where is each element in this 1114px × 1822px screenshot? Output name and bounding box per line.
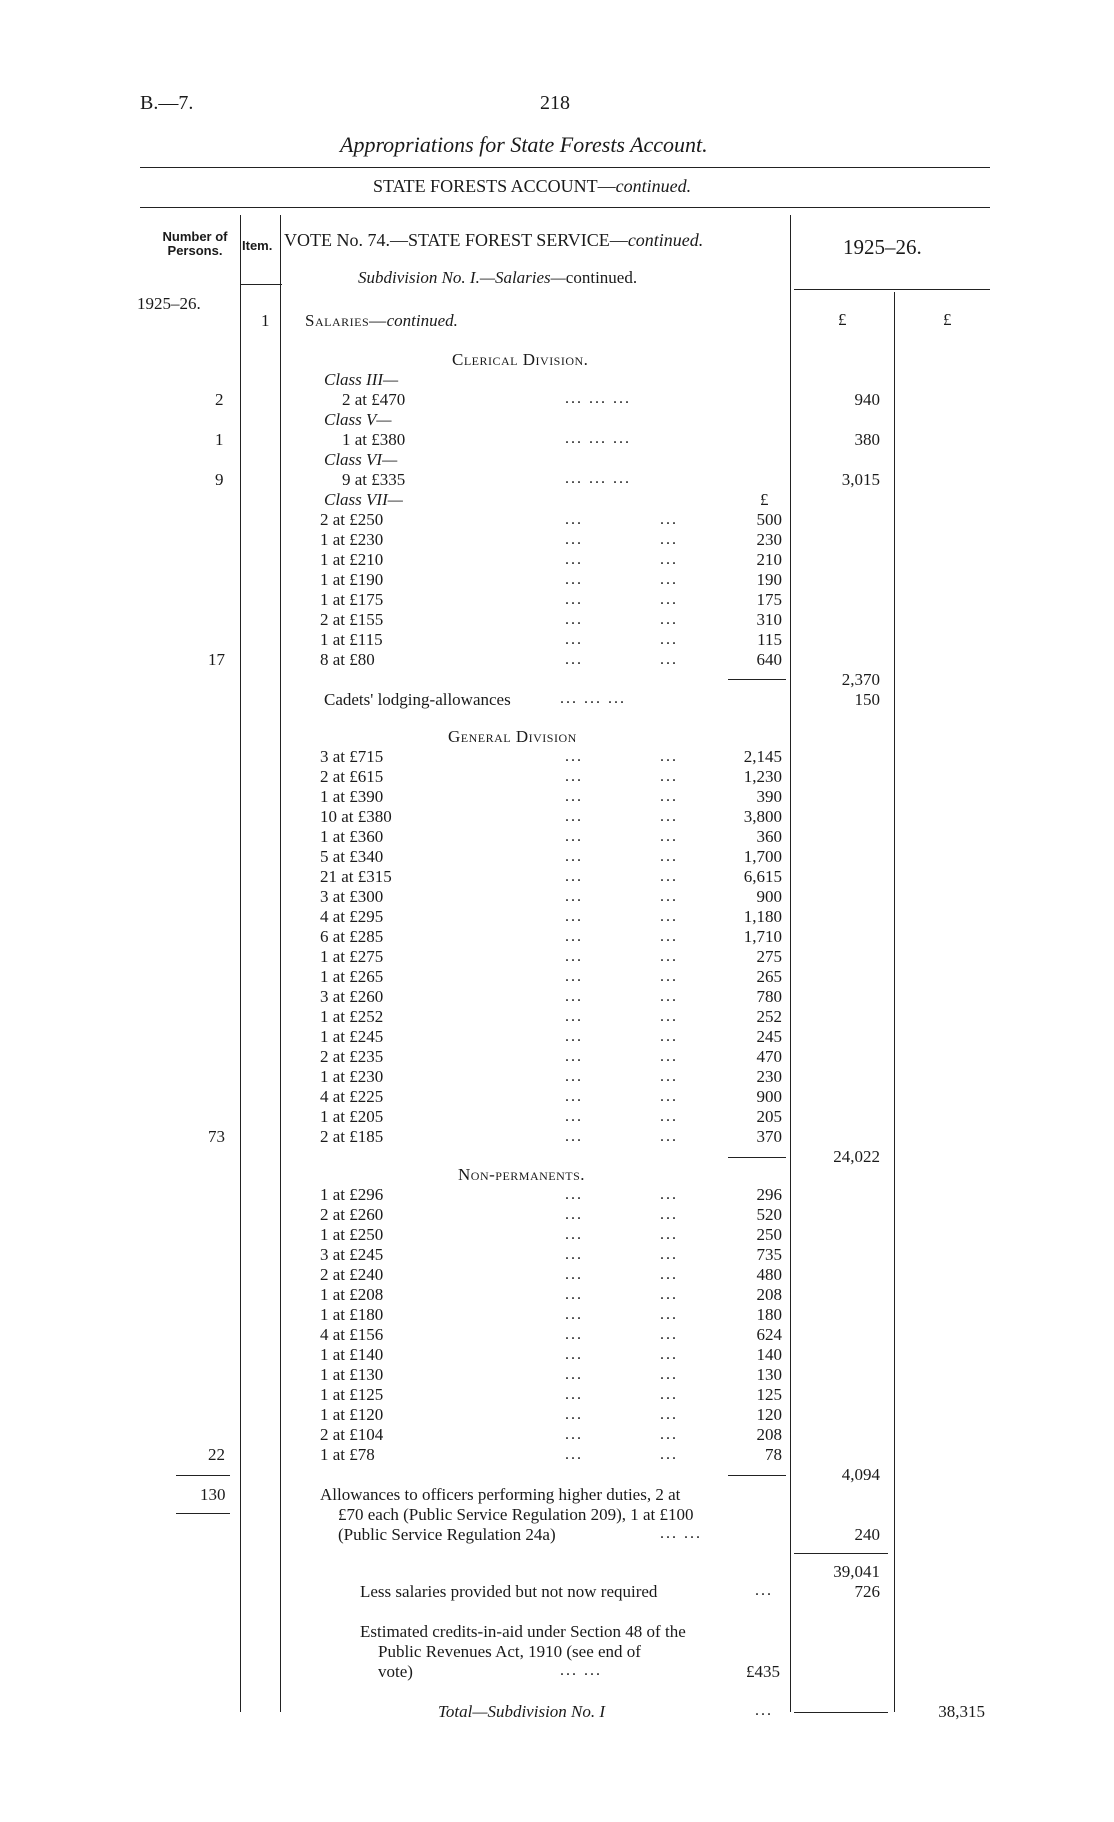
- amount: 1,710: [743, 927, 782, 946]
- amount: 120: [756, 1405, 782, 1424]
- general-persons: 73: [208, 1127, 225, 1146]
- leader-dots: ...: [660, 948, 678, 965]
- amount: 1,700: [743, 847, 782, 866]
- general-row: [0, 747, 1114, 767]
- class5-rate: 1 at £380: [342, 430, 406, 449]
- class5-amount: 380: [854, 430, 880, 449]
- leader-dots: ...: [565, 1108, 583, 1125]
- class6-amount: 3,015: [841, 470, 880, 489]
- amount: 115: [757, 630, 782, 649]
- less-salaries-amount: 726: [854, 1582, 880, 1601]
- rate: 1 at £360: [320, 827, 384, 846]
- general-row: [0, 1107, 1114, 1127]
- general-heading: General Division: [448, 727, 577, 746]
- leader-dots: ...: [660, 551, 678, 568]
- leader-dots: ...: [660, 531, 678, 548]
- cadets-dots: ... ... ...: [560, 690, 626, 707]
- amount: 230: [756, 530, 782, 549]
- leader-dots: ...: [660, 828, 678, 845]
- rate: 1 at £205: [320, 1107, 384, 1126]
- section-title: STATE FORESTS ACCOUNT—continued.: [373, 176, 692, 196]
- leader-dots: ...: [660, 1246, 678, 1263]
- allowances-line3: (Public Service Regulation 24a): [338, 1525, 556, 1544]
- total-amount: 38,315: [938, 1702, 985, 1721]
- leader-dots: ...: [660, 908, 678, 925]
- leader-dots: ...: [660, 1426, 678, 1443]
- rate: 2 at £260: [320, 1205, 384, 1224]
- non-permanent-row: [0, 1285, 1114, 1305]
- general-row: [0, 867, 1114, 887]
- class7-row: [0, 650, 1114, 670]
- rate: 1 at £296: [320, 1185, 384, 1204]
- amount: 470: [756, 1047, 782, 1066]
- amount: 208: [756, 1425, 782, 1444]
- rule-year-header: [794, 289, 990, 290]
- cadets-amount: 150: [854, 690, 880, 709]
- year-column-header: 1925–26.: [843, 235, 922, 259]
- amount: 500: [756, 510, 782, 529]
- rate: 1 at £390: [320, 787, 384, 806]
- amount: 6,615: [743, 867, 782, 886]
- amount: 78: [765, 1445, 782, 1464]
- amount: 2,145: [743, 747, 782, 766]
- rate: 2 at £155: [320, 610, 384, 629]
- rate: 1 at £140: [320, 1345, 384, 1364]
- general-total: 24,022: [833, 1147, 880, 1166]
- leader-dots: ...: [565, 1206, 583, 1223]
- persons-total-rule: [176, 1513, 230, 1514]
- general-row: [0, 967, 1114, 987]
- allowances-dots: ... ...: [660, 1525, 702, 1542]
- amount: 370: [756, 1127, 782, 1146]
- leader-dots: ...: [565, 1346, 583, 1363]
- general-row: [0, 1067, 1114, 1087]
- allowances-line1: Allowances to officers performing higher duties, 2 at: [320, 1485, 681, 1504]
- amount: 900: [756, 1087, 782, 1106]
- class3-rate: 2 at £470: [342, 390, 406, 409]
- amount: 230: [756, 1067, 782, 1086]
- less-salaries-label: Less salaries provided but not now required: [360, 1582, 658, 1601]
- leader-dots: ...: [660, 611, 678, 628]
- amount: 175: [756, 590, 782, 609]
- rate: 2 at £615: [320, 767, 384, 786]
- rate: 1 at £230: [320, 530, 384, 549]
- leader-dots: ...: [660, 1446, 678, 1463]
- leader-dots: ...: [565, 828, 583, 845]
- rate: 1 at £245: [320, 1027, 384, 1046]
- leader-dots: ...: [660, 1306, 678, 1323]
- clerical-heading: Clerical Division.: [452, 350, 589, 369]
- credits-line2: Public Revenues Act, 1910 (see end of: [378, 1642, 641, 1661]
- leader-dots: ...: [565, 1426, 583, 1443]
- leader-dots: ...: [565, 1246, 583, 1263]
- leader-dots: ...: [660, 1346, 678, 1363]
- amount: 390: [756, 787, 782, 806]
- persons-subtotal-rule: [176, 1475, 230, 1476]
- non-permanent-row: [0, 1345, 1114, 1365]
- gross-total: 39,041: [833, 1562, 880, 1581]
- amount: 640: [756, 650, 782, 669]
- amount: 735: [756, 1245, 782, 1264]
- leader-dots: ...: [660, 1008, 678, 1025]
- leader-dots: ...: [565, 988, 583, 1005]
- rate: 2 at £240: [320, 1265, 384, 1284]
- general-row: [0, 787, 1114, 807]
- leader-dots: ...: [565, 1128, 583, 1145]
- item-number: 1: [261, 311, 270, 330]
- class3-persons: 2: [215, 390, 224, 409]
- amount: 125: [756, 1385, 782, 1404]
- persons-year: 1925–26.: [137, 294, 201, 313]
- allowances-total-rule: [794, 1553, 888, 1554]
- leader-dots: ...: [565, 511, 583, 528]
- leader-dots: ...: [565, 968, 583, 985]
- rate: 4 at £156: [320, 1325, 384, 1344]
- total-label: Total—Subdivision No. I: [438, 1702, 606, 1721]
- general-row: [0, 927, 1114, 947]
- leader-dots: ...: [660, 631, 678, 648]
- rate: 10 at £380: [320, 807, 392, 826]
- subdivision-title: Subdivision No. I.—Salaries—continued.: [358, 268, 638, 287]
- amount: 480: [756, 1265, 782, 1284]
- leader-dots: ...: [660, 591, 678, 608]
- amount: 900: [756, 887, 782, 906]
- class7-row: [0, 610, 1114, 630]
- general-row: [0, 887, 1114, 907]
- rate: 3 at £715: [320, 747, 384, 766]
- credits-line3: vote): [378, 1662, 413, 1681]
- credits-line1: Estimated credits-in-aid under Section 48 of the: [360, 1622, 686, 1641]
- non-permanent-row: [0, 1425, 1114, 1445]
- general-row: [0, 827, 1114, 847]
- amount: 1,230: [743, 767, 782, 786]
- non-permanent-row: [0, 1185, 1114, 1205]
- general-row: [0, 1007, 1114, 1027]
- non-permanent-row: [0, 1265, 1114, 1285]
- non-permanent-row: [0, 1385, 1114, 1405]
- leader-dots: ...: [565, 1446, 583, 1463]
- amount: 360: [756, 827, 782, 846]
- leader-dots: ...: [660, 848, 678, 865]
- leader-dots: ...: [660, 788, 678, 805]
- rate: 1 at £275: [320, 947, 384, 966]
- leader-dots: ...: [660, 511, 678, 528]
- class5-persons: 1: [215, 430, 224, 449]
- amount: 140: [756, 1345, 782, 1364]
- rate: 1 at £208: [320, 1285, 384, 1304]
- item-column-header: Item.: [242, 238, 273, 253]
- cadets-label: Cadets' lodging-allowances: [324, 690, 511, 709]
- amount: 624: [756, 1325, 782, 1344]
- general-row: [0, 1047, 1114, 1067]
- leader-dots: ...: [660, 808, 678, 825]
- amount: 275: [756, 947, 782, 966]
- leader-dots: ...: [660, 1266, 678, 1283]
- rate: 2 at £104: [320, 1425, 384, 1444]
- class7-row: [0, 570, 1114, 590]
- non-permanent-subtotal-rule: [728, 1475, 786, 1476]
- pound-column-b: £: [943, 310, 952, 329]
- rate: 21 at £315: [320, 867, 392, 886]
- class6-rate: 9 at £335: [342, 470, 406, 489]
- class7-row: [0, 530, 1114, 550]
- page-ref: B.—7.: [140, 92, 194, 114]
- leader-dots: ...: [565, 908, 583, 925]
- class5-label: Class V—: [324, 410, 392, 429]
- class7-row: [0, 550, 1114, 570]
- class6-label: Class VI—: [324, 450, 398, 469]
- leader-dots: ...: [565, 848, 583, 865]
- leader-dots: ...: [565, 551, 583, 568]
- leader-dots: ...: [565, 868, 583, 885]
- leader-dots: ...: [565, 948, 583, 965]
- rate: 1 at £265: [320, 967, 384, 986]
- leader-dots: ...: [660, 988, 678, 1005]
- general-row: [0, 767, 1114, 787]
- leader-dots: ...: [660, 868, 678, 885]
- amount: 1,180: [743, 907, 782, 926]
- rate: 1 at £78: [320, 1445, 375, 1464]
- non-permanent-row: [0, 1245, 1114, 1265]
- leader-dots: ...: [660, 748, 678, 765]
- leader-dots: ...: [565, 1226, 583, 1243]
- amount: 252: [756, 1007, 782, 1026]
- leader-dots: ...: [660, 651, 678, 668]
- running-title: Appropriations for State Forests Account.: [340, 132, 708, 157]
- rate: 8 at £80: [320, 650, 375, 669]
- general-row: [0, 1087, 1114, 1107]
- amount: 310: [756, 610, 782, 629]
- leader-dots: ...: [565, 571, 583, 588]
- leader-dots: ...: [660, 1206, 678, 1223]
- rate: 3 at £300: [320, 887, 384, 906]
- non-permanent-heading: Non-permanents.: [458, 1165, 586, 1184]
- rate: 1 at £180: [320, 1305, 384, 1324]
- leader-dots: ...: [660, 888, 678, 905]
- leader-dots: ...: [565, 748, 583, 765]
- leader-dots: ...: [565, 1088, 583, 1105]
- rule-item-header: [240, 284, 282, 285]
- amount: 296: [756, 1185, 782, 1204]
- leader-dots: ...: [565, 788, 583, 805]
- persons-column-header: Number of Persons.: [162, 229, 228, 258]
- page-number: 218: [540, 92, 570, 114]
- non-permanent-persons: 22: [208, 1445, 225, 1464]
- credits-amount: £435: [746, 1662, 780, 1681]
- non-permanent-row: [0, 1325, 1114, 1345]
- rate: 1 at £130: [320, 1365, 384, 1384]
- general-row: [0, 907, 1114, 927]
- leader-dots: ...: [565, 631, 583, 648]
- class3-label: Class III—: [324, 370, 399, 389]
- total-rule: [794, 1712, 888, 1713]
- class7-persons: 17: [208, 650, 225, 669]
- persons-total: 130: [200, 1485, 226, 1504]
- amount: 208: [756, 1285, 782, 1304]
- class3-dots: ... ... ...: [565, 390, 631, 407]
- general-row: [0, 807, 1114, 827]
- class7-label: Class VII—: [324, 490, 403, 509]
- class7-pound: £: [760, 490, 769, 509]
- item-label: Salaries—continued.: [305, 311, 458, 330]
- leader-dots: ...: [565, 1386, 583, 1403]
- leader-dots: ...: [565, 1008, 583, 1025]
- class7-subtotal-rule: [728, 679, 786, 680]
- rate: 1 at £190: [320, 570, 384, 589]
- leader-dots: ...: [565, 531, 583, 548]
- rate: 4 at £295: [320, 907, 384, 926]
- leader-dots: ...: [660, 928, 678, 945]
- amount: 180: [756, 1305, 782, 1324]
- leader-dots: ...: [565, 1068, 583, 1085]
- class7-row: [0, 510, 1114, 530]
- amount: 520: [756, 1205, 782, 1224]
- amount: 210: [756, 550, 782, 569]
- rate: 1 at £230: [320, 1067, 384, 1086]
- leader-dots: ...: [660, 1326, 678, 1343]
- amount: 3,800: [743, 807, 782, 826]
- rate: 4 at £225: [320, 1087, 384, 1106]
- non-permanent-row: [0, 1405, 1114, 1425]
- rate: 5 at £340: [320, 847, 384, 866]
- general-row: [0, 847, 1114, 867]
- rate: 1 at £120: [320, 1405, 384, 1424]
- rule-under-section: [140, 207, 990, 208]
- rate: 3 at £260: [320, 987, 384, 1006]
- leader-dots: ...: [565, 591, 583, 608]
- rule-top: [140, 167, 990, 168]
- allowances-line2: £70 each (Public Service Regulation 209), 1 at £100: [338, 1505, 694, 1524]
- rate: 1 at £115: [320, 630, 383, 649]
- leader-dots: ...: [660, 1366, 678, 1383]
- leader-dots: ...: [660, 1028, 678, 1045]
- leader-dots: ...: [660, 1068, 678, 1085]
- leader-dots: ...: [660, 1226, 678, 1243]
- rate: 1 at £210: [320, 550, 384, 569]
- class6-persons: 9: [215, 470, 224, 489]
- credits-dots: ... ...: [560, 1662, 602, 1679]
- leader-dots: ...: [660, 1088, 678, 1105]
- non-permanent-row: [0, 1445, 1114, 1465]
- class7-row: [0, 590, 1114, 610]
- leader-dots: ...: [565, 1186, 583, 1203]
- non-permanent-row: [0, 1225, 1114, 1245]
- rate: 6 at £285: [320, 927, 384, 946]
- general-row: [0, 987, 1114, 1007]
- rate: 2 at £185: [320, 1127, 384, 1146]
- leader-dots: ...: [565, 928, 583, 945]
- total-dots: ...: [755, 1702, 773, 1719]
- non-permanent-total: 4,094: [841, 1465, 880, 1484]
- rate: 2 at £235: [320, 1047, 384, 1066]
- leader-dots: ...: [565, 1306, 583, 1323]
- leader-dots: ...: [660, 968, 678, 985]
- non-permanent-row: [0, 1305, 1114, 1325]
- leader-dots: ...: [565, 1028, 583, 1045]
- leader-dots: ...: [660, 571, 678, 588]
- leader-dots: ...: [660, 1128, 678, 1145]
- class5-dots: ... ... ...: [565, 430, 631, 447]
- leader-dots: ...: [565, 1048, 583, 1065]
- amount: 130: [756, 1365, 782, 1384]
- leader-dots: ...: [660, 1406, 678, 1423]
- rate: 2 at £250: [320, 510, 384, 529]
- class7-row: [0, 630, 1114, 650]
- rate: 1 at £250: [320, 1225, 384, 1244]
- amount: 250: [756, 1225, 782, 1244]
- class7-total: 2,370: [841, 670, 880, 689]
- rate: 3 at £245: [320, 1245, 384, 1264]
- general-row: [0, 947, 1114, 967]
- non-permanent-row: [0, 1205, 1114, 1225]
- leader-dots: ...: [565, 1406, 583, 1423]
- leader-dots: ...: [660, 1386, 678, 1403]
- rate: 1 at £175: [320, 590, 384, 609]
- leader-dots: ...: [660, 1048, 678, 1065]
- leader-dots: ...: [660, 1108, 678, 1125]
- allowances-amount: 240: [854, 1525, 880, 1544]
- general-subtotal-rule: [728, 1157, 786, 1158]
- amount: 205: [756, 1107, 782, 1126]
- leader-dots: ...: [565, 651, 583, 668]
- less-salaries-dots: ...: [755, 1582, 773, 1599]
- rate: 1 at £125: [320, 1385, 384, 1404]
- leader-dots: ...: [565, 1326, 583, 1343]
- amount: 780: [756, 987, 782, 1006]
- leader-dots: ...: [565, 808, 583, 825]
- class6-dots: ... ... ...: [565, 470, 631, 487]
- general-row: [0, 1027, 1114, 1047]
- amount: 245: [756, 1027, 782, 1046]
- leader-dots: ...: [565, 1366, 583, 1383]
- general-row: [0, 1127, 1114, 1147]
- vote-title: VOTE No. 74.—STATE FOREST SERVICE—continued.: [284, 230, 704, 250]
- leader-dots: ...: [660, 1186, 678, 1203]
- amount: 265: [756, 967, 782, 986]
- leader-dots: ...: [565, 1286, 583, 1303]
- leader-dots: ...: [565, 768, 583, 785]
- rate: 1 at £252: [320, 1007, 384, 1026]
- pound-column-a: £: [838, 310, 847, 329]
- leader-dots: ...: [660, 768, 678, 785]
- leader-dots: ...: [565, 888, 583, 905]
- leader-dots: ...: [565, 611, 583, 628]
- amount: 190: [756, 570, 782, 589]
- leader-dots: ...: [565, 1266, 583, 1283]
- class3-amount: 940: [854, 390, 880, 409]
- non-permanent-row: [0, 1365, 1114, 1385]
- leader-dots: ...: [660, 1286, 678, 1303]
